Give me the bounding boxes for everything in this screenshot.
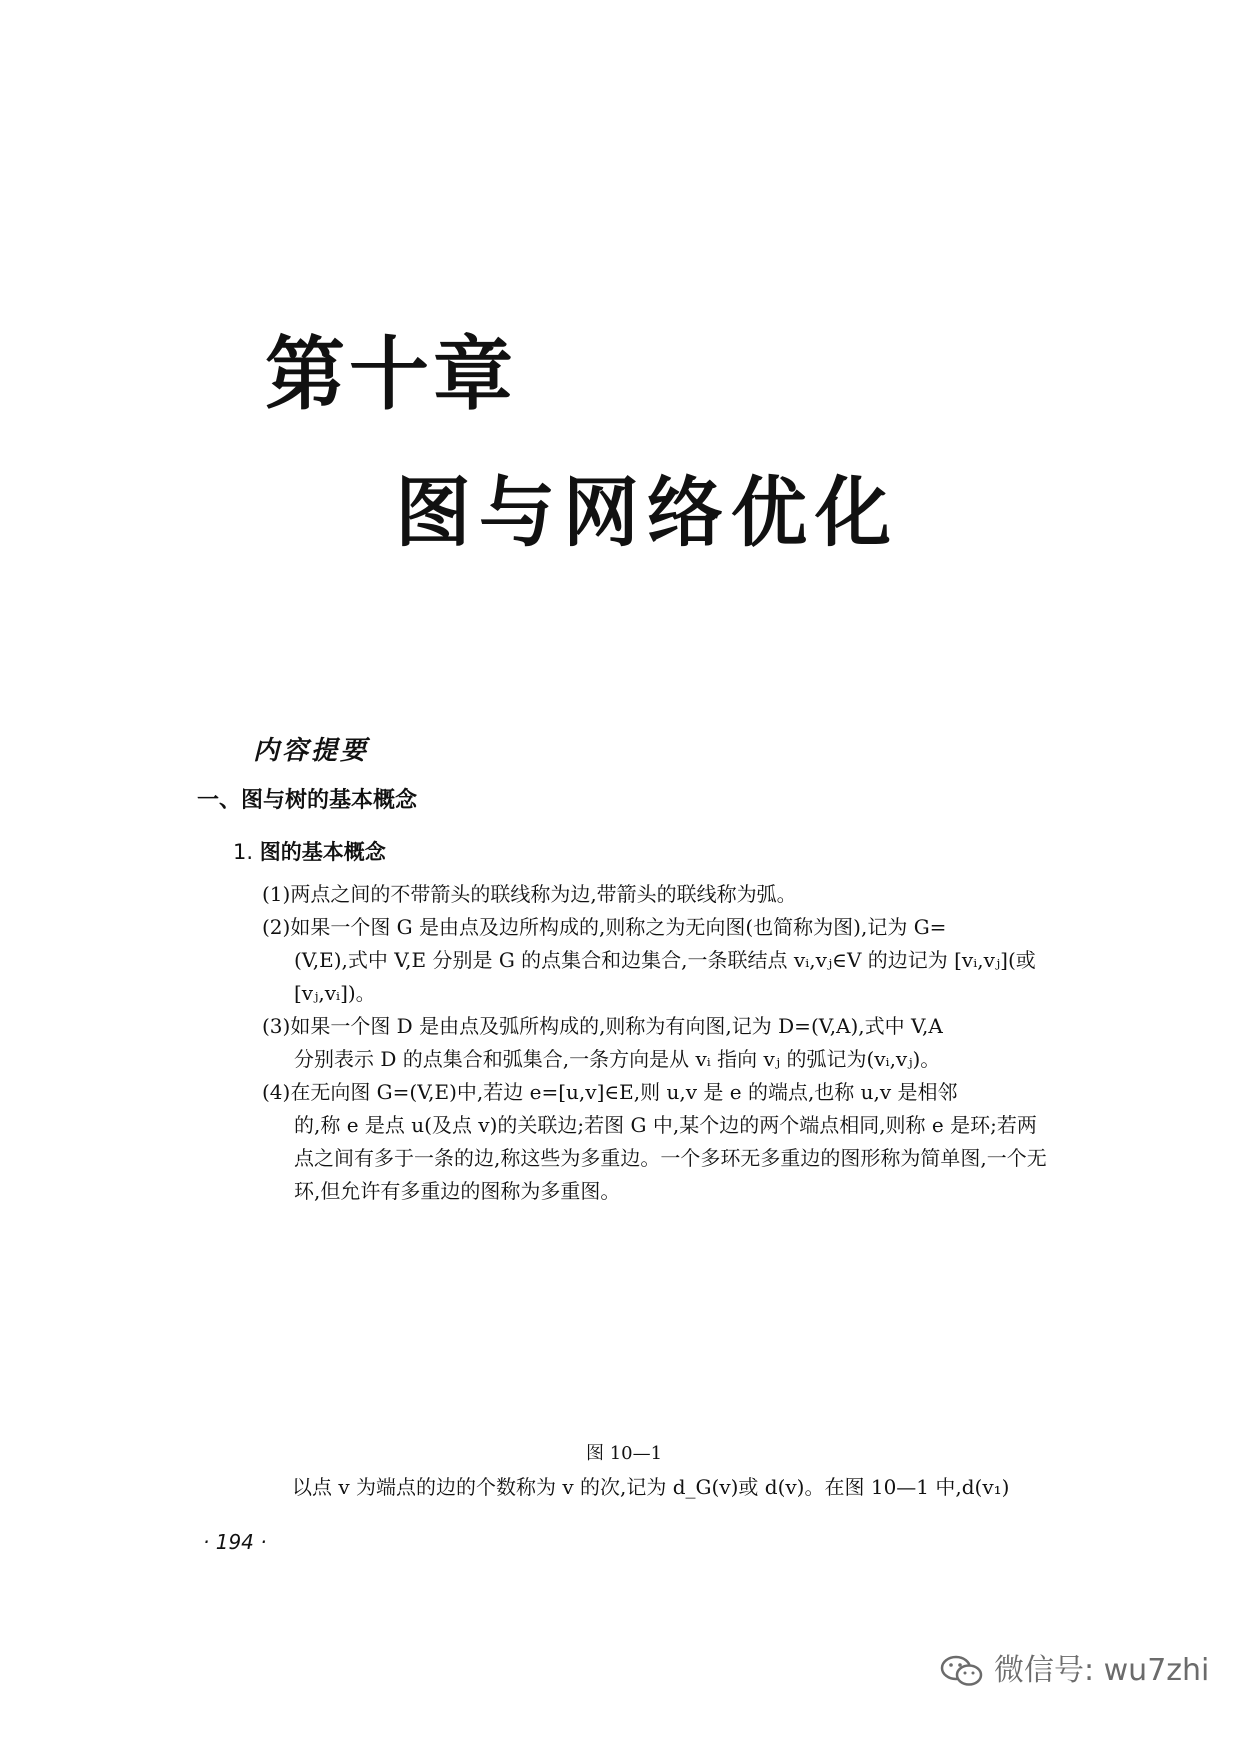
watermark-text: 微信号: wu7zhi: [994, 1653, 1210, 1688]
summary-heading: 内容提要: [253, 736, 370, 766]
paragraph-continuation: 分别表示 D 的点集合和弧集合,一条方向是从 vᵢ 指向 vⱼ 的弧记为(vᵢ,vⱼ)。: [294, 1047, 941, 1071]
paragraph-continuation: (V,E),式中 V,E 分别是 G 的点集合和边集合,一条联结点 vᵢ,vⱼ∈V 的边记为 [vᵢ,vⱼ](或[vⱼ,vᵢ])。: [294, 948, 1036, 1005]
figure-caption: 图 10—1: [586, 1443, 663, 1464]
wechat-icon: [940, 1654, 984, 1688]
watermark: [940, 1654, 1209, 1688]
subsection-heading: [233, 842, 386, 863]
paragraph-line: (2)如果一个图 G 是由点及边所构成的,则称之为无向图(也简称为图),记为 G=: [262, 915, 947, 939]
paragraph-2: [262, 911, 1052, 1010]
closing-text: 以点 v 为端点的边的个数称为 v 的次,记为 d_G(v)或 d(v)。在图 10—1 中,d(v₁): [292, 1475, 1010, 1499]
paragraph-4: [262, 1076, 1052, 1208]
paragraph-1: [262, 878, 1052, 911]
subsection-title: 图的基本概念: [259, 840, 386, 864]
paragraph-line: (4)在无向图 G=(V,E)中,若边 e=[u,v]∈E,则 u,v 是 e 的端点,也称 u,v 是相邻: [262, 1080, 958, 1104]
subsection-number: 1.: [233, 840, 254, 864]
page-number: · 194 ·: [203, 1530, 267, 1554]
paragraph-line: (1)两点之间的不带箭头的联线称为边,带箭头的联线称为弧。: [262, 882, 797, 906]
paragraph-line: (3)如果一个图 D 是由点及弧所构成的,则称为有向图,记为 D=(V,A),式中 V,A: [262, 1014, 943, 1038]
paragraph-continuation: 的,称 e 是点 u(及点 v)的关联边;若图 G 中,某个边的两个端点相同,则称 e 是环;若两点之间有多于一条的边,称这些为多重边。一个多环无多重边的图形称为简单图,一个无环,但允许有多重边的图称为多重图。: [294, 1113, 1047, 1203]
body-text: [262, 878, 1052, 1208]
section-heading: 一、图与树的基本概念: [197, 788, 418, 813]
chapter-title: 第十章: [265, 328, 517, 421]
chapter-subtitle: 图与网络优化: [395, 468, 899, 557]
paragraph-3: [262, 1010, 1052, 1076]
